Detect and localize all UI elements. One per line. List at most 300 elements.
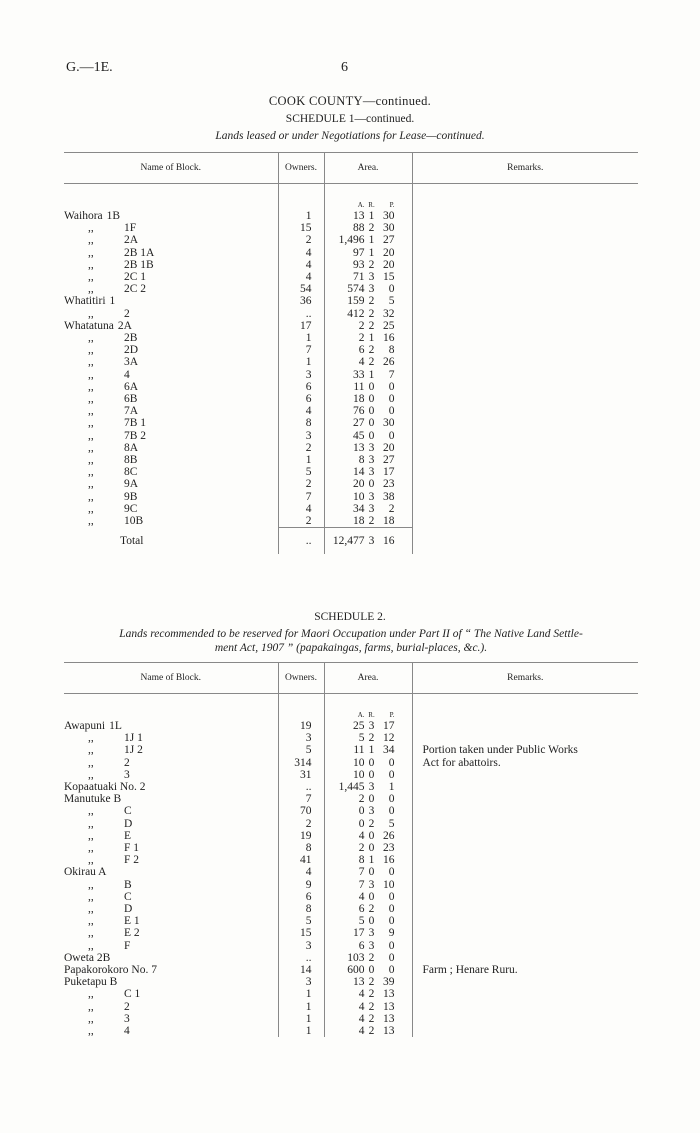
owners-cell: 1 xyxy=(278,988,324,1000)
block-name-cell xyxy=(64,891,278,903)
area-roods: 2 xyxy=(368,295,375,308)
area-roods: 3 xyxy=(368,466,375,479)
block-number: 8C xyxy=(124,466,138,479)
owners-cell: 14 xyxy=(278,964,324,976)
block-number: 4 xyxy=(124,1025,130,1038)
block-prefix: ,, xyxy=(88,380,94,393)
area-roods: 0 xyxy=(368,890,375,903)
block-prefix: ,, xyxy=(88,515,94,528)
area-roods: 2 xyxy=(368,319,375,332)
owners-cell: 31 xyxy=(278,769,324,781)
remarks-cell xyxy=(412,915,638,927)
table-row xyxy=(64,927,638,939)
area-acres: 76 xyxy=(353,405,365,418)
area-perches: 0 xyxy=(388,890,395,903)
remarks-cell xyxy=(412,344,638,356)
block-number: 2 xyxy=(124,1000,130,1013)
remarks-cell xyxy=(412,454,638,466)
block-number: 2A xyxy=(117,319,132,332)
owners-cell: 70 xyxy=(278,805,324,817)
area-acres: 2 xyxy=(358,793,365,806)
area-cell xyxy=(324,515,412,528)
owners-cell: .. xyxy=(278,952,324,964)
column-header-remarks: Remarks. xyxy=(412,663,638,694)
area-perches: 0 xyxy=(388,964,395,977)
block-name-cell xyxy=(64,295,278,307)
area-roods: 0 xyxy=(368,842,375,855)
block-prefix: ,, xyxy=(88,939,94,952)
table-row xyxy=(64,964,638,976)
total-acres: 12,477 xyxy=(332,535,365,548)
area-acres: 1,445 xyxy=(338,781,365,794)
table-row xyxy=(64,320,638,332)
block-name-cell xyxy=(64,491,278,503)
area-roods: 2 xyxy=(368,1025,375,1038)
owners-cell: 3 xyxy=(278,940,324,952)
table-row xyxy=(64,417,638,429)
remarks-cell xyxy=(412,781,638,793)
total-perches: 16 xyxy=(383,535,395,548)
block-name-cell xyxy=(64,356,278,368)
area-cell xyxy=(324,769,412,781)
table-row xyxy=(64,793,638,805)
remarks-cell xyxy=(412,1013,638,1025)
remarks-cell xyxy=(412,295,638,307)
table-row xyxy=(64,271,638,283)
block-number: 3 xyxy=(124,1012,130,1025)
owners-cell: 5 xyxy=(278,915,324,927)
block-number: C xyxy=(124,890,132,903)
area-roods: 1 xyxy=(368,332,375,345)
table-row xyxy=(64,405,638,417)
area-cell xyxy=(324,369,412,381)
area-acres: 93 xyxy=(353,258,365,271)
total-owners: .. xyxy=(278,528,324,555)
blank-cell xyxy=(64,694,278,711)
area-acres: 4 xyxy=(358,1000,365,1013)
remarks-cell xyxy=(412,830,638,842)
owners-cell: 2 xyxy=(278,818,324,830)
area-roods: 3 xyxy=(368,805,375,818)
area-acres: 18 xyxy=(353,515,365,528)
block-name-cell xyxy=(64,393,278,405)
area-perches: 38 xyxy=(383,490,395,503)
column-header-owners: Owners. xyxy=(278,663,324,694)
area-cell xyxy=(324,259,412,271)
block-prefix: ,, xyxy=(88,829,94,842)
total-label-cell xyxy=(64,528,278,555)
area-cell xyxy=(324,720,412,732)
remarks-cell xyxy=(412,793,638,805)
block-name-cell xyxy=(64,805,278,817)
block-number: 2 xyxy=(124,307,130,320)
remarks-cell xyxy=(412,332,638,344)
area-perches: 32 xyxy=(383,307,395,320)
area-cell xyxy=(324,381,412,393)
table-row xyxy=(64,491,638,503)
owners-cell: 2 xyxy=(278,442,324,454)
remarks-cell xyxy=(412,405,638,417)
blank-cell xyxy=(278,694,324,711)
block-number: D xyxy=(124,817,133,830)
block-prefix: Papakorokoro No. 7 xyxy=(64,964,157,977)
remarks-cell xyxy=(412,515,638,528)
area-roods: 0 xyxy=(368,829,375,842)
table-row xyxy=(64,308,638,320)
area-perches: 13 xyxy=(383,1012,395,1025)
area-cell xyxy=(324,842,412,854)
area-perches: 0 xyxy=(388,756,395,769)
block-number: F xyxy=(124,939,131,952)
owners-cell: 5 xyxy=(278,466,324,478)
area-cell xyxy=(324,732,412,744)
block-number: F 1 xyxy=(124,842,140,855)
table-row xyxy=(64,393,638,405)
block-prefix: Awapuni xyxy=(64,720,106,732)
block-prefix: ,, xyxy=(88,405,94,418)
blank-cell xyxy=(64,710,278,720)
area-acres: 7 xyxy=(358,878,365,891)
block-number: 3 xyxy=(124,768,130,781)
area-acres: 14 xyxy=(353,466,365,479)
block-prefix: ,, xyxy=(88,441,94,454)
table-row xyxy=(64,805,638,817)
block-number: 4 xyxy=(124,368,130,381)
block-name-cell xyxy=(64,757,278,769)
area-units-row xyxy=(64,200,638,210)
area-cell xyxy=(324,805,412,817)
area-acres: 25 xyxy=(353,720,365,732)
area-cell xyxy=(324,976,412,988)
remarks-cell xyxy=(412,417,638,429)
area-cell xyxy=(324,1013,412,1025)
remarks-cell xyxy=(412,393,638,405)
spacer-row xyxy=(64,184,638,201)
table-row xyxy=(64,454,638,466)
total-roods: 3 xyxy=(368,535,375,548)
area-cell xyxy=(324,1001,412,1013)
remarks-cell xyxy=(412,952,638,964)
area-cell xyxy=(324,344,412,356)
block-name-cell xyxy=(64,442,278,454)
area-roods: 3 xyxy=(368,939,375,952)
remarks-cell xyxy=(412,805,638,817)
area-cell xyxy=(324,903,412,915)
page-number: 6 xyxy=(341,60,348,75)
area-cell xyxy=(324,308,412,320)
block-name-cell xyxy=(64,283,278,295)
schedule2-note-line1: Lands recommended to be reserved for Maori Occupation under Part II of “ The Native Land Settle- xyxy=(119,628,583,640)
area-roods: 3 xyxy=(368,927,375,940)
area-cell xyxy=(324,478,412,490)
area-perches: 2 xyxy=(388,502,395,515)
block-name-cell xyxy=(64,952,278,964)
area-roods: 0 xyxy=(368,393,375,406)
block-name-cell xyxy=(64,247,278,259)
area-perches: 16 xyxy=(383,332,395,345)
area-acres: 1,496 xyxy=(338,234,365,247)
area-roods: 2 xyxy=(368,307,375,320)
block-prefix: ,, xyxy=(88,246,94,259)
remarks-cell xyxy=(412,1001,638,1013)
area-cell xyxy=(324,222,412,234)
owners-cell: 8 xyxy=(278,903,324,915)
area-acres: 10 xyxy=(353,490,365,503)
block-name-cell xyxy=(64,818,278,830)
block-number: E xyxy=(124,829,132,842)
block-number: C xyxy=(124,805,132,818)
area-roods: 0 xyxy=(368,964,375,977)
area-units-row xyxy=(64,710,638,720)
area-roods: 0 xyxy=(368,405,375,418)
remarks-cell xyxy=(412,903,638,915)
block-name-cell xyxy=(64,259,278,271)
area-cell xyxy=(324,430,412,442)
table-row xyxy=(64,356,638,368)
block-name-cell xyxy=(64,478,278,490)
remarks-cell xyxy=(412,381,638,393)
block-number: 9B xyxy=(124,490,138,503)
area-acres: 5 xyxy=(358,915,365,928)
schedule1-subheading: Lands leased or under Negotiations for Lease—continued. xyxy=(215,130,485,142)
owners-cell: 19 xyxy=(278,830,324,842)
block-number: 1L xyxy=(109,720,122,732)
table-row xyxy=(64,1001,638,1013)
block-number: 2B xyxy=(124,332,138,345)
block-name-cell xyxy=(64,515,278,528)
block-prefix: ,, xyxy=(88,368,94,381)
area-acres: 600 xyxy=(347,964,365,977)
area-acres: 18 xyxy=(353,393,365,406)
area-roods: 2 xyxy=(368,976,375,989)
area-cell xyxy=(324,283,412,295)
remarks-cell xyxy=(412,247,638,259)
table-row xyxy=(64,344,638,356)
area-cell xyxy=(324,964,412,976)
table-row xyxy=(64,332,638,344)
block-prefix: ,, xyxy=(88,1025,94,1038)
blank-cell xyxy=(412,710,638,720)
blank-cell xyxy=(324,694,412,711)
remarks-cell xyxy=(412,356,638,368)
owners-cell: 2 xyxy=(278,234,324,246)
block-name-cell xyxy=(64,1025,278,1037)
area-roods: 0 xyxy=(368,793,375,806)
remarks-cell xyxy=(412,478,638,490)
area-roods: 2 xyxy=(368,356,375,369)
block-prefix: Manutuke B xyxy=(64,793,122,806)
block-prefix: ,, xyxy=(88,454,94,467)
area-cell xyxy=(324,1025,412,1037)
block-prefix: Whatitiri xyxy=(64,295,106,308)
area-acres: 4 xyxy=(358,988,365,1001)
owners-cell: 1 xyxy=(278,356,324,368)
area-acres: 88 xyxy=(353,222,365,235)
remarks-cell xyxy=(412,491,638,503)
block-prefix: ,, xyxy=(88,429,94,442)
block-number: 7B 1 xyxy=(124,417,147,430)
block-prefix: ,, xyxy=(88,332,94,345)
area-perches: 0 xyxy=(388,866,395,879)
area-acres: 6 xyxy=(358,344,365,357)
table-row xyxy=(64,940,638,952)
owners-cell: 4 xyxy=(278,503,324,515)
block-number: 2B 1A xyxy=(124,246,155,259)
owners-cell: .. xyxy=(278,781,324,793)
area-cell xyxy=(324,356,412,368)
schedule1-heading: SCHEDULE 1—continued. xyxy=(285,113,415,125)
owners-cell: .. xyxy=(278,308,324,320)
remarks-cell xyxy=(412,854,638,866)
area-acres: 10 xyxy=(353,756,365,769)
table-row xyxy=(64,903,638,915)
area-cell xyxy=(324,793,412,805)
area-acres: 5 xyxy=(358,732,365,745)
owners-cell: 3 xyxy=(278,369,324,381)
table-row xyxy=(64,744,638,756)
area-units-cell xyxy=(324,710,412,720)
area-acres: 4 xyxy=(358,1012,365,1025)
area-roods: 2 xyxy=(368,988,375,1001)
remarks-cell xyxy=(412,503,638,515)
area-acres: 13 xyxy=(353,441,365,454)
table-row xyxy=(64,866,638,878)
area-acres: 4 xyxy=(358,829,365,842)
block-prefix: ,, xyxy=(88,234,94,247)
column-header-name: Name of Block. xyxy=(64,153,278,184)
area-acres: 33 xyxy=(353,368,365,381)
owners-cell: 41 xyxy=(278,854,324,866)
area-acres: 45 xyxy=(353,429,365,442)
area-perches: 30 xyxy=(383,210,395,222)
schedule2-table xyxy=(64,662,638,1037)
table-row xyxy=(64,1025,638,1037)
area-perches: 26 xyxy=(383,829,395,842)
block-prefix: ,, xyxy=(88,878,94,891)
block-prefix: ,, xyxy=(88,1012,94,1025)
area-cell xyxy=(324,854,412,866)
area-perches: 0 xyxy=(388,903,395,916)
table-row xyxy=(64,757,638,769)
area-roods: 3 xyxy=(368,441,375,454)
block-name-cell xyxy=(64,903,278,915)
owners-cell: 1 xyxy=(278,454,324,466)
area-roods: 2 xyxy=(368,1012,375,1025)
acres-unit: A. xyxy=(357,201,365,209)
table-row xyxy=(64,915,638,927)
table-row xyxy=(64,210,638,222)
block-name-cell xyxy=(64,210,278,222)
column-header-remarks: Remarks. xyxy=(412,153,638,184)
block-number: 8B xyxy=(124,454,138,467)
owners-cell: 1 xyxy=(278,210,324,222)
block-prefix: ,, xyxy=(88,842,94,855)
table-row xyxy=(64,891,638,903)
area-roods: 3 xyxy=(368,454,375,467)
area-roods: 0 xyxy=(368,866,375,879)
area-roods: 2 xyxy=(368,951,375,964)
area-perches: 34 xyxy=(383,744,395,757)
block-prefix: ,, xyxy=(88,817,94,830)
block-prefix: ,, xyxy=(88,903,94,916)
area-perches: 0 xyxy=(388,283,395,296)
table-row xyxy=(64,247,638,259)
area-perches: 0 xyxy=(388,915,395,928)
column-header-area: Area. xyxy=(324,153,412,184)
block-prefix: ,, xyxy=(88,393,94,406)
area-perches: 27 xyxy=(383,234,395,247)
table-row xyxy=(64,515,638,528)
area-cell xyxy=(324,491,412,503)
area-cell xyxy=(324,940,412,952)
block-number: E 1 xyxy=(124,915,140,928)
block-prefix: ,, xyxy=(88,890,94,903)
block-name-cell xyxy=(64,369,278,381)
area-cell xyxy=(324,744,412,756)
block-number: 9C xyxy=(124,502,138,515)
block-number: 6B xyxy=(124,393,138,406)
remarks-cell xyxy=(412,1025,638,1037)
area-perches: 30 xyxy=(383,417,395,430)
table-row xyxy=(64,818,638,830)
block-prefix: Okirau A xyxy=(64,866,107,879)
block-prefix: ,, xyxy=(88,356,94,369)
block-name-cell xyxy=(64,793,278,805)
block-number: 8A xyxy=(124,441,139,454)
table-row xyxy=(64,222,638,234)
area-roods: 2 xyxy=(368,1000,375,1013)
area-perches: 20 xyxy=(383,246,395,259)
owners-cell: 314 xyxy=(278,757,324,769)
remarks-cell xyxy=(412,308,638,320)
block-name-cell xyxy=(64,405,278,417)
total-area xyxy=(324,528,412,555)
area-perches: 8 xyxy=(388,344,395,357)
area-perches: 15 xyxy=(383,271,395,284)
area-cell xyxy=(324,879,412,891)
area-perches: 25 xyxy=(383,319,395,332)
area-acres: 11 xyxy=(353,380,365,393)
table-row xyxy=(64,466,638,478)
owners-cell: 7 xyxy=(278,793,324,805)
area-cell xyxy=(324,234,412,246)
area-acres: 10 xyxy=(353,768,365,781)
area-acres: 0 xyxy=(358,817,365,830)
area-acres: 11 xyxy=(353,744,365,757)
owners-cell: 1 xyxy=(278,1025,324,1037)
block-name-cell xyxy=(64,430,278,442)
remarks-cell xyxy=(412,234,638,246)
area-roods: 1 xyxy=(368,210,375,222)
block-name-cell xyxy=(64,976,278,988)
column-header-name: Name of Block. xyxy=(64,663,278,694)
block-name-cell xyxy=(64,830,278,842)
area-roods: 1 xyxy=(368,744,375,757)
block-number: 2A xyxy=(124,234,139,247)
owners-cell: 15 xyxy=(278,927,324,939)
block-number: 7A xyxy=(124,405,139,418)
area-acres: 13 xyxy=(353,976,365,989)
block-name-cell xyxy=(64,417,278,429)
area-acres: 34 xyxy=(353,502,365,515)
block-name-cell xyxy=(64,381,278,393)
block-name-cell xyxy=(64,842,278,854)
owners-cell: 6 xyxy=(278,393,324,405)
blank-cell xyxy=(278,710,324,720)
owners-cell: 8 xyxy=(278,417,324,429)
area-roods: 0 xyxy=(368,380,375,393)
area-perches: 16 xyxy=(383,854,395,867)
